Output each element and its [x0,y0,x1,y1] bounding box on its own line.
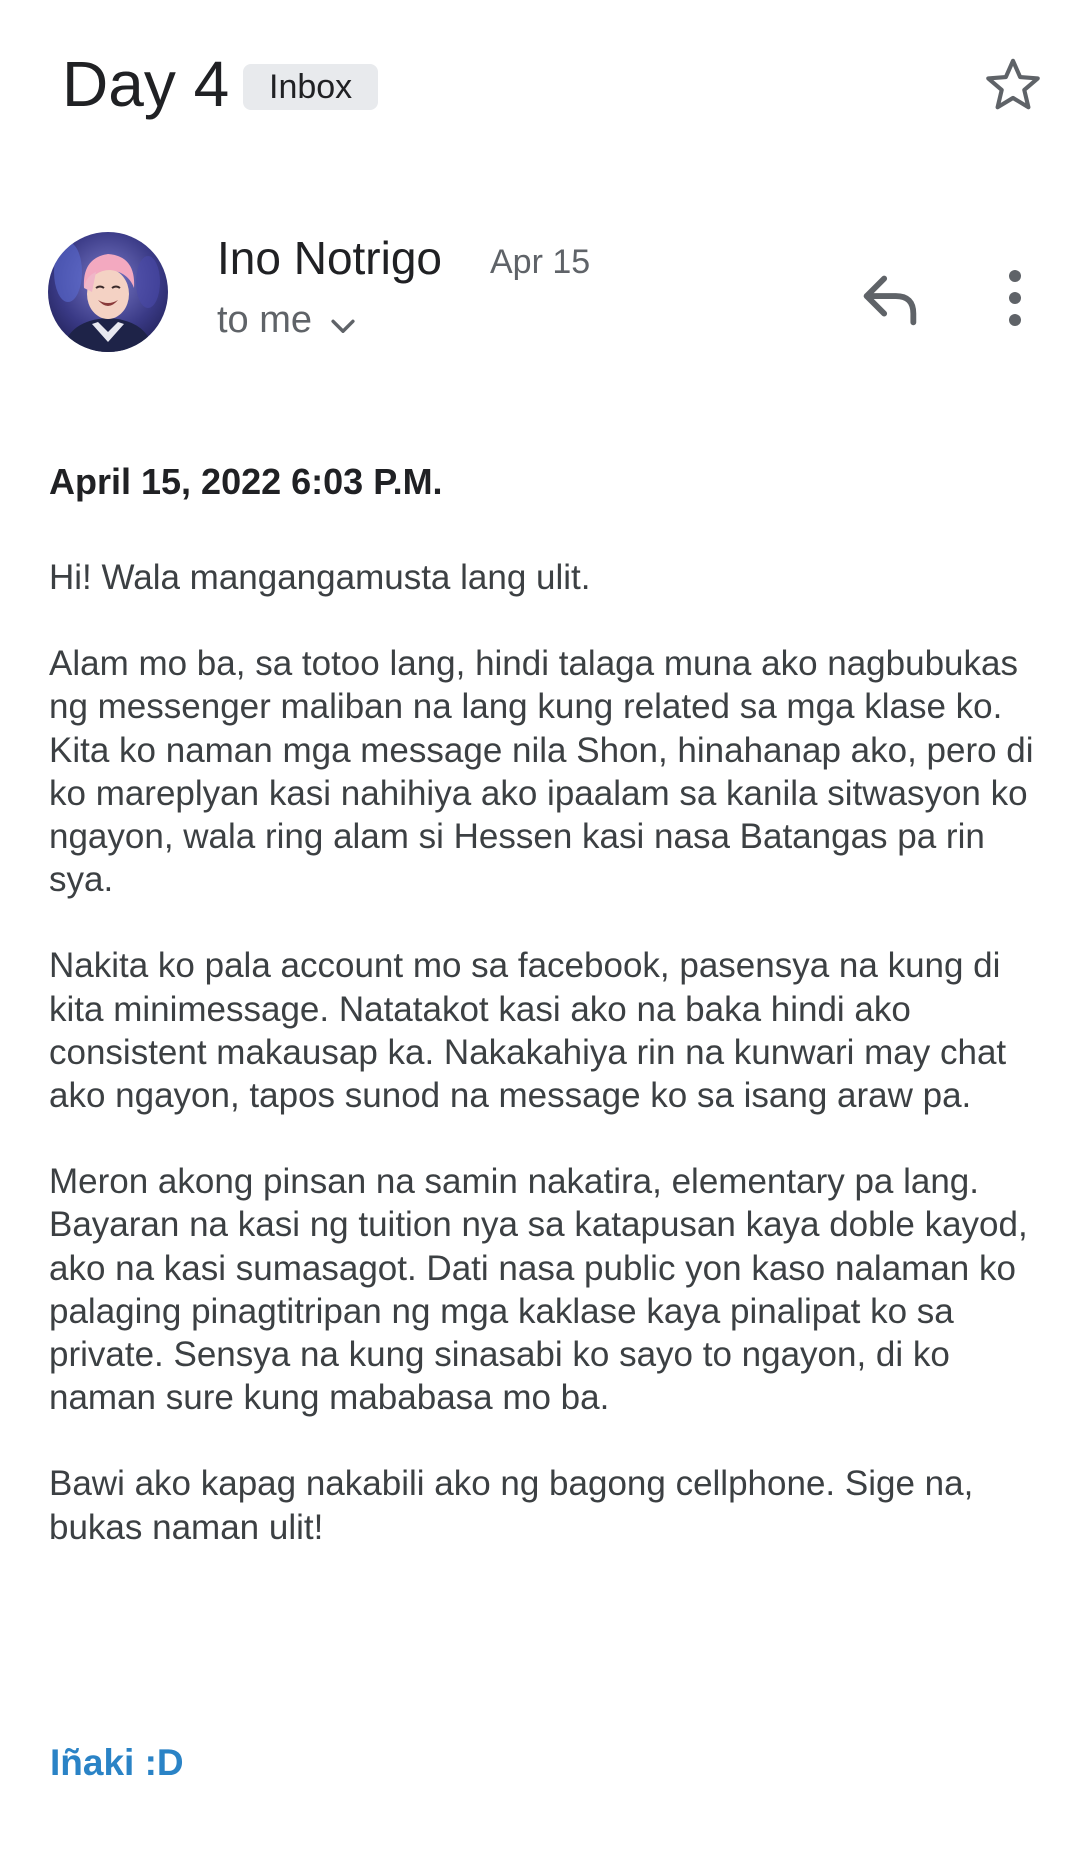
email-body [49,458,1049,1592]
star-button[interactable] [980,52,1046,118]
more-options-button[interactable] [990,260,1040,336]
message-paragraph-3: Nakita ko pala account mo sa facebook, pasensya na kung di kita minimessage. Natatakot kasi ako na baka hindi ako consistent makausap ka. Nakakahiya rin na kunwari may chat ako ngayon, tapos sunod na message ko sa isang araw pa. [49,946,1007,1116]
recipient-details-toggle[interactable] [217,294,360,346]
signature: Iñaki :D [50,1742,184,1783]
inbox-label-chip[interactable]: Inbox [243,64,378,110]
reply-button[interactable] [855,264,925,334]
sender-name[interactable]: Ino Notrigo [217,232,443,284]
email-subject: Day 4 [62,48,230,120]
sender-avatar[interactable] [48,232,168,352]
message-date-line: April 15, 2022 6:03 P.M. [49,461,443,502]
recipient-label: to me [217,299,313,341]
message-paragraph-2: Alam mo ba, sa totoo lang, hindi talaga muna ako nagbubukas ng messenger maliban na lang kung related sa mga klase ko. Kita ko naman mga message nila Shon, hinahanap ako, pero di ko mareplyan kasi nahihiya ako ipaalam sa kanila sitwasyon ko ngayon, wala ring alam si Hessen kasi nasa Batangas pa rin sya. [49,644,1034,900]
avatar-image [48,232,168,352]
message-paragraph-4: Meron akong pinsan na samin nakatira, elementary pa lang. Bayaran na kasi ng tuition nya sa katapusan kaya doble kayod, ako na kasi sumasagot. Dati nasa public yon kaso nalaman ko palaging pinagtitripan ng mga kaklase kaya pinalipat ko sa private. Sensya na kung sinasabi ko sayo to ngayon, di ko naman sure kung mababasa mo ba. [49,1162,1028,1418]
email-header [0,0,1080,170]
sender-row [0,220,1080,370]
chevron-down-icon [326,310,360,344]
star-outline-icon [980,52,1046,118]
message-paragraph-5: Bawi ako kapag nakabili ako ng bagong cellphone. Sige na, bukas naman ulit! [49,1464,974,1547]
more-vertical-icon [990,260,1040,336]
reply-icon [855,264,925,334]
email-date: Apr 15 [490,243,591,281]
message-paragraph-1: Hi! Wala mangangamusta lang ulit. [49,558,591,597]
